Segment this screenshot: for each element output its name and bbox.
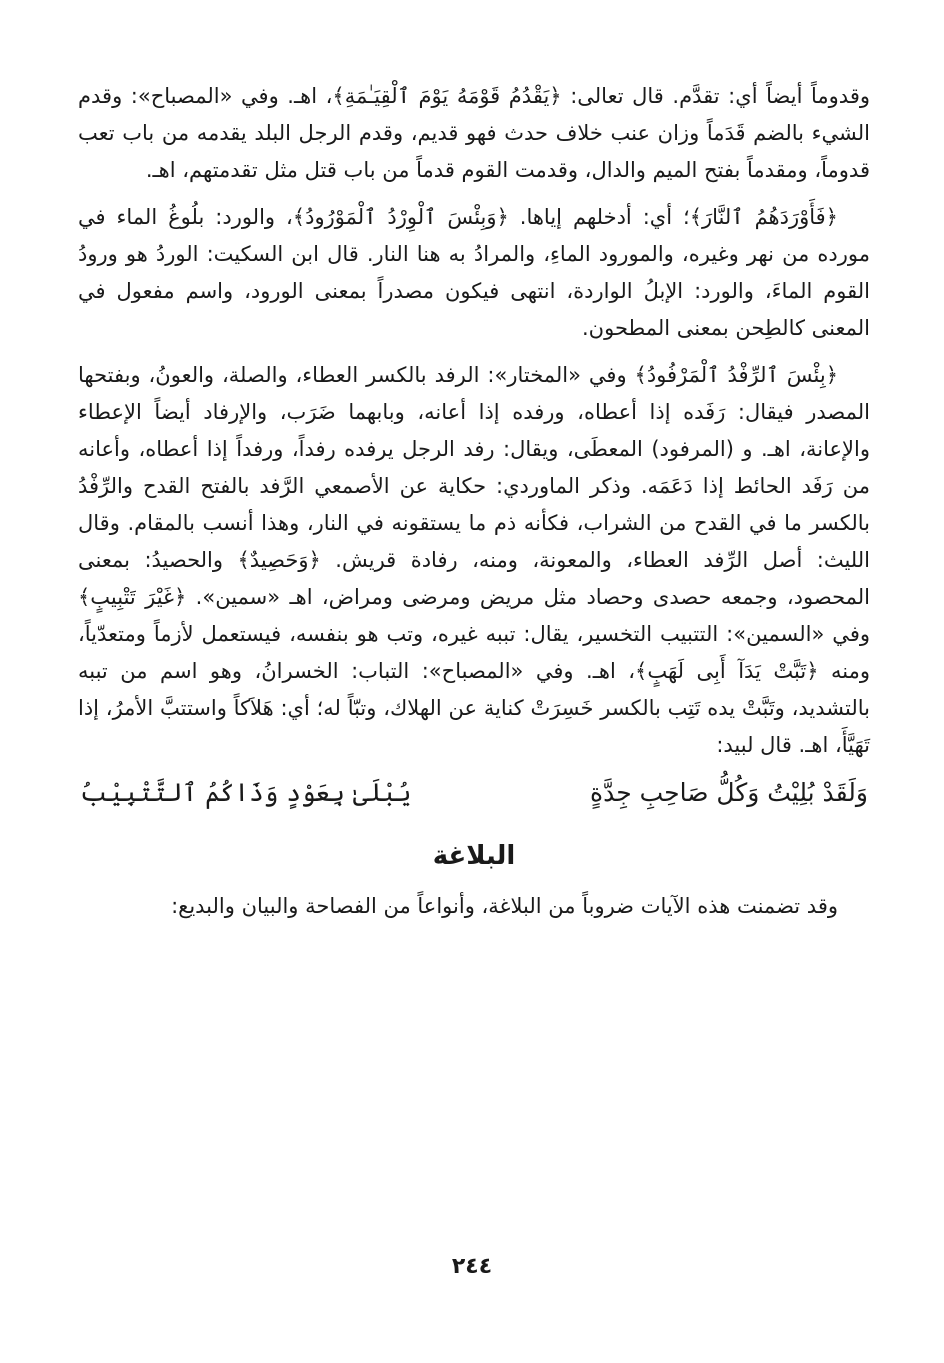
paragraph-rifd: ﴿بِئْسَ ٱلرِّفْدُ ٱلْمَرْفُودُ﴾ وفي «المختار»: الرفد بالكسر العطاء، والصلة، والعونُ، وبفتحها المصدر فيقال: رَفَده إذا أعطاه، ورفده إذا أعانه، وبابهما ضَرَب، والإرفاد أيضاً الإعطاء والإعانة، اهـ. و (المرفود) المعطَى، ويقال: رفد الرجل يرفده رفداً، ورفداً إذا أعطاه، وأعانه من رَفَد الحائط إذا دَعَمَه. وذكر الماوردي: حكاية عن الأصمعي الرَّفد بالفتح القدح والرِّفْدُ بالكسر ما في القدح من الشراب، فكأنه ذم ما يستقونه في النار، وهذا أنسب بالمقام. وقال الليث: أصل الرِّفد العطاء، والمعونة، ومنه، رفادة قريش. ﴿وَحَصِيدٌ﴾ والحصيدُ: بمعنى المحصود، وجمعه حصدى وحصاد مثل مريض ومرضى ومراض، اهـ «سمين». ﴿غَيْرَ تَتْبِيبٍ﴾ وفي «السمين»: التتبيب التخسير، يقال: تببه غيره، وتب هو بنفسه، فيستعمل لأزماً ومتعدّياً، ومنه ﴿تَبَّتْ يَدَآ أَبِى لَهَبٍ﴾، اهـ. وفي «المصباح»: التباب: الخسرانُ، وهو اسم من تببه بالتشديد، وتَبَّتْ يده تَتِب بالكسر خَسِرَتْ كناية عن الهلاك، وتبّاً له؛ أي: هَلاَكاً واستتبَّ الأمرُ، إذا تَهَيَّأَ، اهـ. قال لبيد:	[78, 363, 870, 757]
poem-verse	[78, 772, 870, 814]
paragraph-wird: ﴿فَأَوْرَدَهُمُ ٱلنَّارَ﴾؛ أي: أدخلهم إياها. ﴿وَبِئْسَ ٱلْوِرْدُ ٱلْمَوْرُودُ﴾، والورد: بلُوغُ الماء في مورده من نهر وغيره، والمورود الماءِ، والمرادُ به هنا النار. قال ابن السكيت: الوردُ هو ورودُ القوم الماءَ، والورد: الإبلُ الواردة، انتهى فيكون مصدراً بمعنى الورود، واسم مفعول في المعنى كالطِحن بمعنى المطحون.	[78, 205, 870, 340]
page-number: ٢٤٤	[451, 1254, 493, 1279]
poem-second-hemistich: يُبْلَىٰ بِعَوْدٍ وَذَاكُمُ ٱلتَّتْبِيْبُ	[80, 778, 412, 807]
paragraph-qudum: وقدوماً أيضاً أي: تقدَّم. قال تعالى: ﴿يَقْدُمُ قَوْمَهُ يَوْمَ ٱلْقِيَـٰمَةِ﴾، اهـ. وفي «المصباح»: وقدم الشيء بالضم قَدَماً وزان عنب خلاف حدث فهو قديم، وقدم الرجل البلد يقدمه من باب تعب قدوماً، ومقدماً بفتح الميم والدال، وقدمت القوم قدماً من باب قتل مثل تقدمتهم، اهـ.	[78, 84, 870, 182]
poem-first-hemistich: وَلَقَدْ بُلِيْتُ وَكُلُّ صَاحِبِ جِدَّةٍ	[589, 778, 868, 807]
page-body	[78, 78, 870, 925]
section-heading: البلاغة	[432, 841, 516, 871]
section-paragraph: وقد تضمنت هذه الآيات ضروباً من البلاغة، وأنواعاً من الفصاحة والبيان والبديع:	[171, 894, 838, 918]
